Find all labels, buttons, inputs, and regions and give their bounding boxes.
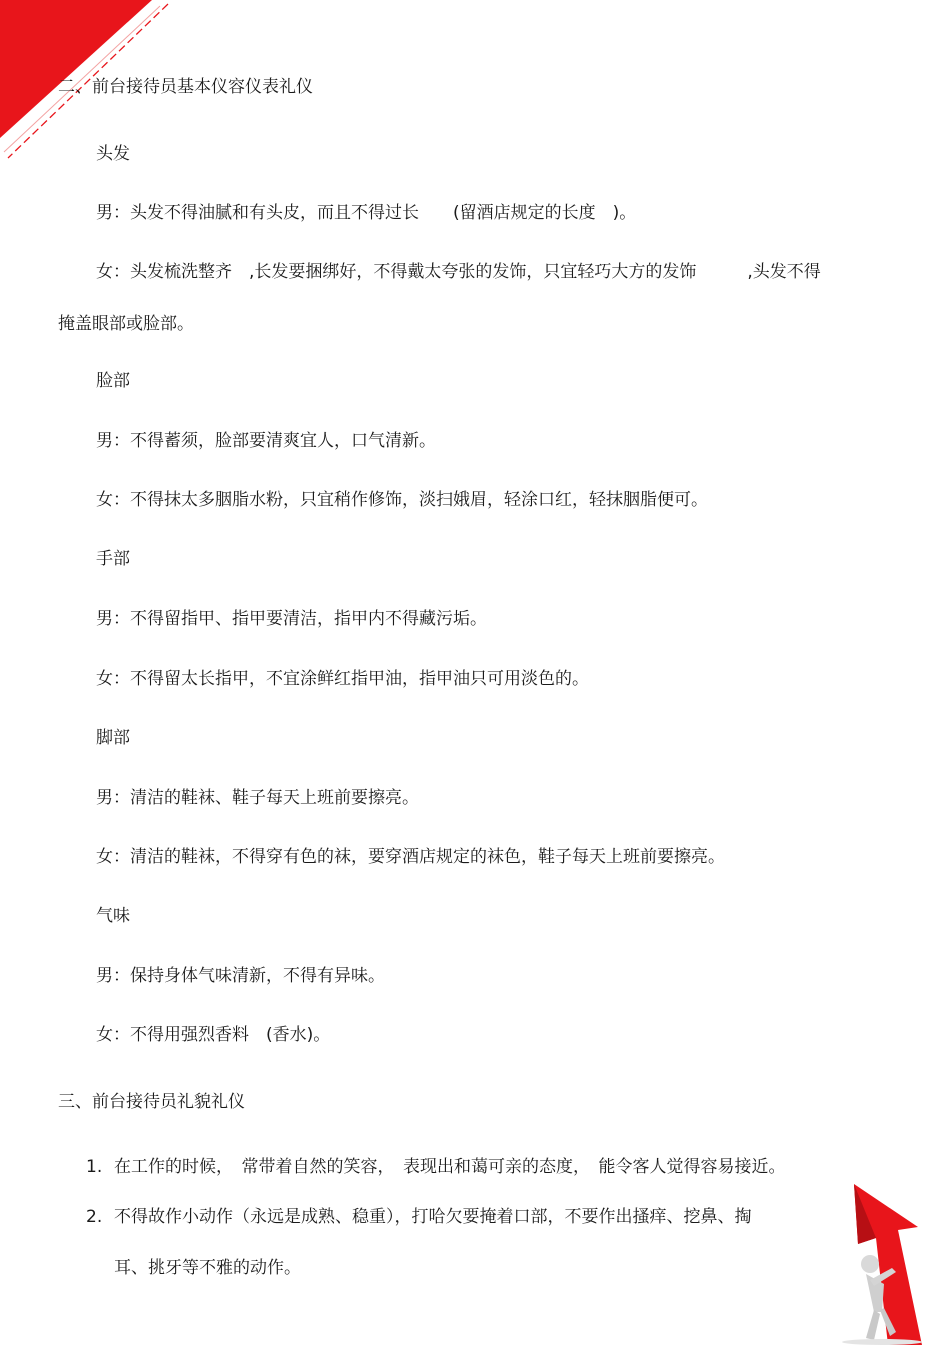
feet-male-text: 男：清洁的鞋袜、鞋子每天上班前要擦亮。	[96, 788, 419, 808]
list-item-number: 2.	[86, 1207, 103, 1227]
section-heading-appearance: 二、前台接待员基本仪容仪表礼仪	[58, 77, 313, 97]
hair-male-text: 男：头发不得油腻和有头皮，而且不得过长 (留酒店规定的长度 )。	[96, 203, 637, 223]
feet-female-text: 女：清洁的鞋袜，不得穿有色的袜，要穿酒店规定的袜色，鞋子每天上班前要擦亮。	[96, 847, 725, 867]
list-item-text: 不得故作小动作（永远是成熟、稳重），打哈欠要掩着口部，不要作出搔痒、挖鼻、掏	[114, 1207, 752, 1227]
hair-female-text-continued: 掩盖眼部或脸部。	[58, 314, 194, 334]
subheading-hands: 手部	[96, 549, 130, 569]
face-female-text: 女：不得抹太多胭脂水粉，只宜稍作修饰，淡扫娥眉，轻涂口红，轻抹胭脂便可。	[96, 490, 708, 510]
list-item-text-continued: 耳、挑牙等不雅的动作。	[114, 1258, 301, 1278]
arrow-figure-illustration	[826, 1172, 950, 1345]
hands-male-text: 男：不得留指甲、指甲要清洁，指甲内不得藏污垢。	[96, 609, 487, 629]
hands-female-text: 女：不得留太长指甲，不宜涂鲜红指甲油，指甲油只可用淡色的。	[96, 669, 589, 689]
face-male-text: 男：不得蓄须，脸部要清爽宜人，口气清新。	[96, 431, 436, 451]
hair-female-text: 女：头发梳洗整齐 ,长发要捆绑好，不得戴太夸张的发饰，只宜轻巧大方的发饰 ,头发不得	[96, 262, 821, 282]
subheading-feet: 脚部	[96, 728, 130, 748]
section-heading-courtesy: 三、前台接待员礼貌礼仪	[58, 1092, 245, 1112]
subheading-smell: 气味	[96, 906, 130, 926]
smell-female-text: 女：不得用强烈香料 (香水)。	[96, 1025, 331, 1045]
subheading-hair: 头发	[96, 144, 130, 164]
list-item-number: 1.	[86, 1157, 103, 1177]
subheading-face: 脸部	[96, 371, 130, 391]
smell-male-text: 男：保持身体气味清新，不得有异味。	[96, 966, 385, 986]
list-item-text: 在工作的时候， 常带着自然的笑容， 表现出和蔼可亲的态度， 能令客人觉得容易接近。	[114, 1157, 786, 1177]
